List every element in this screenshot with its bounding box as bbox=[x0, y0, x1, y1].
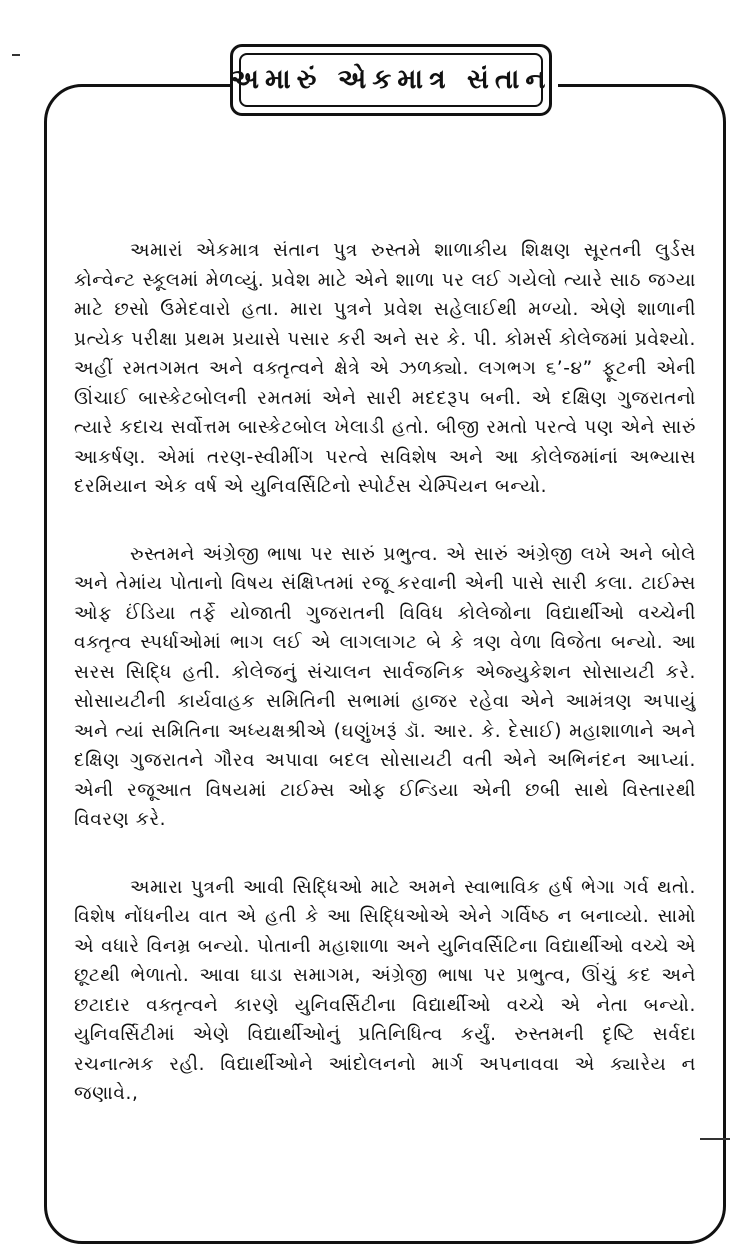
page-title: અમારું એકમાત્ર સંતાન bbox=[230, 64, 552, 95]
body-text bbox=[74, 236, 696, 1109]
paragraph-2: રુસ્તમને અંગ્રેજી ભાષા પર સારું પ્રભુત્વ. એ સારું અંગ્રેજી લખે અને બોલે અને તેમાંય પોતાનો વિષય સંક્ષિપ્તમાં રજૂ કરવાની એની પાસે સારી કલા. ટાઈમ્સ ઓફ ઈંડિયા તર્ફે યોજાતી ગુજરાતની વિવિધ કોલેજોના વિદ્યાર્થીઓ વચ્ચેની વક્તૃત્વ સ્પર્ધાઓમાં ભાગ લઈ એ લાગલાગટ બે કે ત્રણ વેળા વિજેતા બન્યો. આ સરસ સિદ્ધિ હતી. કોલેજનું સંચાલન સાર્વજનિક એજ્યુકેશન સોસાયટી કરે. સોસાયટીની કાર્યવાહક સમિતિની સભામાં હાજર રહેવા એને આમંત્રણ અપાયું અને ત્યાં સમિતિના અધ્યક્ષશ્રીએ (ઘણુંખરૂં ડૉ. આર. કે. દેસાઈ) મહાશાળાને અને દક્ષિણ ગુજરાતને ગૌરવ અપાવા બદલ સોસાયટી વતી એને અભિનંદન આપ્યાં. એની રજૂઆત વિષયમાં ટાઈમ્સ ઓફ ઈન્ડિયા એની છબી સાથે વિસ્તારથી વિવરણ કરે. bbox=[74, 543, 696, 830]
paragraph-3: અમારા પુત્રની આવી સિદ્ધિઓ માટે અમને સ્વાભાવિક હર્ષ ભેગા ગર્વ થતો. વિશેષ નોંધનીય વાત એ હતી કે આ સિદ્ધિઓએ એને ગર્વિષ્ઠ ન બનાવ્યો. સામો એ વધારે વિનમ્ર બન્યો. પોતાની મહાશાળા અને યુનિવર્સિટિના વિદ્યાર્થીઓ વચ્ચે એ છૂટથી ભેળાતો. આવા ઘાડા સમાગમ, અંગ્રેજી ભાષા પર પ્રભુત્વ, ઊંચું કદ અને છટાદાર વક્તૃત્વને કારણે યુનિવર્સિટીના વિદ્યાર્થીઓ વચ્ચે એ નેતા બન્યો. યુનિવર્સિટીમાં એણે વિદ્યાર્થીઓનું પ્રતિનિધિત્વ કર્યું. રુસ્તમની દૃષ્ટિ સર્વદા રચનાત્મક રહી. વિદ્યાર્થીઓને આંદોલનનો માર્ગ અપનાવવા એ ક્યારેય ન જણાવે., bbox=[74, 876, 696, 1104]
paragraph-1: અમારાં એકમાત્ર સંતાન પુત્ર રુસ્તમે શાળાકીય શિક્ષણ સૂરતની લુર્ડસ કોન્વેન્ટ સ્કૂલમાં મેળવ્યું. પ્રવેશ માટે એને શાળા પર લઈ ગયેલો ત્યારે સાઠ જગ્યા માટે છસો ઉમેદવારો હતા. મારા પુત્રને પ્રવેશ સહેલાઈથી મળ્યો. એણે શાળાની પ્રત્યેક પરીક્ષા પ્રથમ પ્રયાસે પસાર કરી અને સર કે. પી. કોમર્સ કોલેજમાં પ્રવેશ્યો. અહીં રમતગમત અને વક્તૃત્વને ક્ષેત્રે એ ઝળક્યો. લગભગ ૬’-૪” ફૂટની એની ઊંચાઈ બાસ્કેટબોલની રમતમાં એને સારી મદદરૂપ બની. એ દક્ષિણ ગુજરાતનો ત્યારે કદાચ સર્વોત્તમ બાસ્કેટબોલ ખેલાડી હતો. બીજી રમતો પરત્વે પણ એને સારું આકર્ષણ. એમાં તરણ-સ્વીમીંગ પરત્વે સવિશેષ અને આ કોલેજમાંનાં અભ્યાસ દરમિયાન એક વર્ષ એ યુનિવર્સિટિનો સ્પોર્ટસ ચેમ્પિયન બન્યો. bbox=[74, 240, 696, 497]
edge-mark bbox=[700, 1138, 730, 1140]
margin-mark bbox=[12, 54, 20, 56]
title-box bbox=[230, 44, 552, 116]
